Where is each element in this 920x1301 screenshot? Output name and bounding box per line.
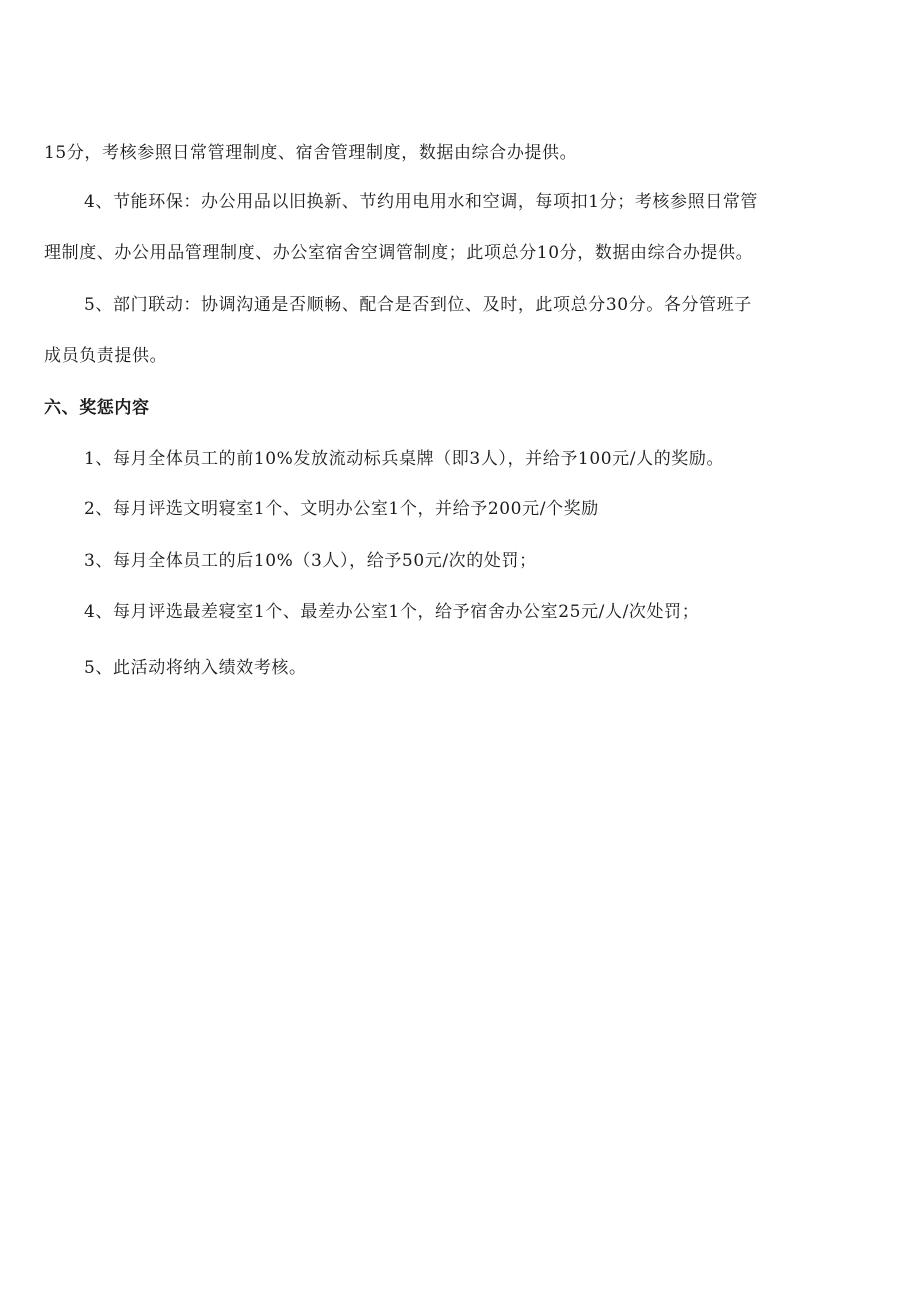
- list-item: 3、每月全体员工的后10%（3人），给予50元/次的处罚；: [84, 551, 537, 571]
- section-heading-rewards-penalties: 六、奖惩内容: [44, 398, 150, 418]
- list-item: 4、每月评选最差寝室1个、最差办公室1个，给予宿舍办公室25元/人/次处罚；: [84, 602, 700, 622]
- paragraph-energy-saving-line-1: 4、节能环保：办公用品以旧换新、节约用电用水和空调，每项扣1分；考核参照日常管: [84, 192, 759, 212]
- list-item: 5、此活动将纳入绩效考核。: [84, 658, 307, 678]
- paragraph-continuation: 15分，考核参照日常管理制度、宿舍管理制度，数据由综合办提供。: [44, 143, 578, 163]
- paragraph-energy-saving-line-2: 理制度、办公用品管理制度、办公室宿舍空调管制度；此项总分10分，数据由综合办提供。: [44, 243, 754, 263]
- list-item: 1、每月全体员工的前10%发放流动标兵桌牌（即3人），并给予100元/人的奖励。: [84, 449, 725, 469]
- paragraph-department-linkage-line-1: 5、部门联动：协调沟通是否顺畅、配合是否到位、及时，此项总分30分。各分管班子: [84, 295, 752, 315]
- paragraph-department-linkage-line-2: 成员负责提供。: [44, 346, 168, 366]
- list-item: 2、每月评选文明寝室1个、文明办公室1个，并给予200元/个奖励: [84, 499, 599, 519]
